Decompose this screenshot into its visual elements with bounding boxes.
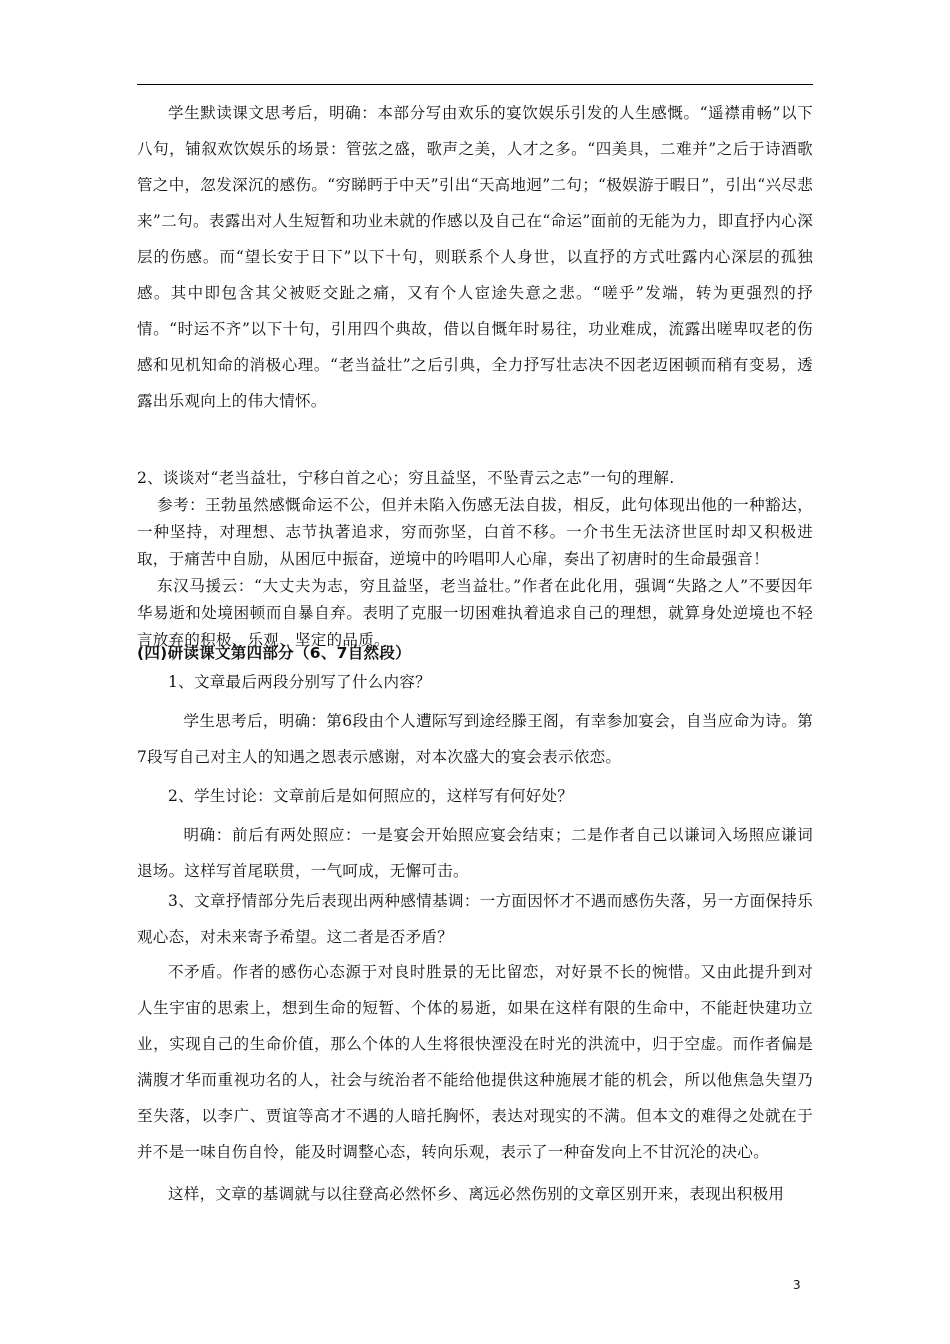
section-heading: (四)研读课文第四部分（6、7自然段） (137, 644, 411, 662)
page-number: 3 (793, 1278, 801, 1292)
reference-answer: 参考：王勃虽然感慨命运不公，但并未陷入伤感无法自拔，相反，此句体现出他的一种豁达，一种坚持，对理想、志节执著追求，穷而弥坚，白首不移。一介书生无法济世匡时却又积极进取，于痛苦中自励，从困厄中振奋，逆境中的吟唱叩人心扉，奏出了初唐时的生命最强音！ (137, 496, 813, 568)
paragraph-analysis: 学生默读课文思考后，明确：本部分写由欢乐的宴饮娱乐引发的人生感慨。“遥襟甫畅”以下八句，铺叙欢饮娱乐的场景：管弦之盛，歌声之美，人才之多。“四美具，二难并”之后于诗酒歌管之中，忽发深沉的感伤。“穷睇眄于中天”引出“天高地迥”二句；“极娱游于暇日”，引出“兴尽悲来”二句。表露出对人生短暂和功业未就的作感以及自己在“命运”面前的无能为力，即直抒内心深层的伤感。而“望长安于日下”以下十句，则联系个人身世，以直抒的方式吐露内心深层的孤独感。其中即包含其父被贬交趾之痛，又有个人宦途失意之悲。“嗟乎”发端，转为更强烈的抒情。“时运不齐”以下十句，引用四个典故，借以自慨年时易往，功业难成，流露出嗟卑叹老的伤感和见机知命的消极心理。“老当益壮”之后引典，全力抒写壮志决不因老迈困顿而稍有变易，透露出乐观向上的伟大情怀。 (137, 104, 813, 410)
answer-1: 学生思考后，明确：第6段由个人遭际写到途经滕王阁，有幸参加宴会，自当应命为诗。第7段写自己对主人的知遇之恩表示感谢，对本次盛大的宴会表示依恋。 (137, 712, 813, 766)
paragraph-ma-yuan: 东汉马援云：“大丈夫为志，穷且益坚，老当益壮。”作者在此化用，强调“失路之人”不要因年华易逝和处境困顿而自暴自弃。表明了克服一切困难执着追求自己的理想，就算身处逆境也不轻言放弃的积极、乐观、坚定的品质。 (137, 577, 813, 649)
question-2: 2、谈谈对“老当益壮，宁移白首之心；穷且益坚，不坠青云之志”一句的理解. (137, 469, 675, 487)
paragraph-conclusion: 这样，文章的基调就与以往登高必然怀乡、离远必然伤别的文章区别开来，表现出积极用 (168, 1185, 785, 1203)
question-1: 1、文章最后两段分别写了什么内容？ (168, 673, 431, 691)
question-2-discussion: 2、学生讨论：文章前后是如何照应的，这样写有何好处？ (168, 787, 574, 805)
answer-3: 不矛盾。作者的感伤心态源于对良时胜景的无比留恋，对好景不长的惋惜。又由此提升到对人生宇宙的思索上，想到生命的短暂、个体的易逝，如果在这样有限的生命中，不能赶快建功立业，实现自己的生命价值，那么个体的人生将很快湮没在时光的洪流中，归于空虚。而作者偏是满腹才华而重视功名的人，社会与统治者不能给他提供这种施展才能的机会，所以他焦急失望乃至失落，以李广、贾谊等高才不遇的人暗托胸怀，表达对现实的不满。但本文的难得之处就在于并不是一味自伤自怜，能及时调整心态，转向乐观，表示了一种奋发向上不甘沉沦的决心。 (137, 963, 813, 1161)
answer-2: 明确：前后有两处照应：一是宴会开始照应宴会结束；二是作者自己以谦词入场照应谦词退场。这样写首尾联贯，一气呵成，无懈可击。 (137, 826, 813, 880)
header-rule (137, 84, 813, 85)
question-3: 3、文章抒情部分先后表现出两种感情基调：一方面因怀才不遇而感伤失落，另一方面保持乐观心态，对未来寄予希望。这二者是否矛盾？ (137, 892, 813, 946)
